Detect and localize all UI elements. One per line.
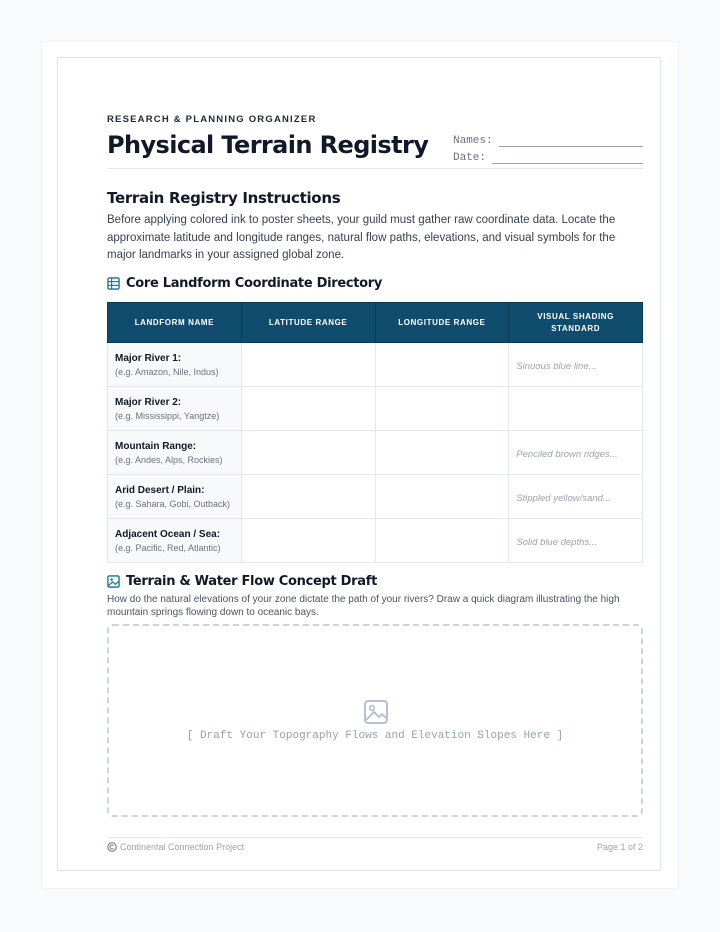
draft-placeholder: [ Draft Your Topography Flows and Elevation Slopes Here ]: [186, 730, 564, 742]
table-row: [108, 343, 643, 387]
landform-cell: [108, 431, 242, 475]
latitude-cell[interactable]: [241, 431, 375, 475]
longitude-cell[interactable]: [375, 519, 509, 563]
landform-name: Adjacent Ocean / Sea:: [115, 528, 221, 540]
date-field[interactable]: [453, 147, 643, 164]
shading-cell[interactable]: [509, 519, 643, 563]
header-divider: [107, 168, 643, 169]
instructions-body: Before applying colored ink to poster sheets, your guild must gather raw coordinate data. Locate the approximate latitude and longitude ranges, natural flow paths, elevations, and visual symbols for the major landmarks in your assigned global zone.: [107, 214, 616, 261]
directory-heading-text: Core Landform Coordinate Directory: [126, 276, 383, 291]
organizer-eyebrow: RESEARCH & PLANNING ORGANIZER: [107, 114, 317, 125]
landform-table: [107, 302, 643, 563]
landform-example: (e.g. Amazon, Nile, Indus): [115, 366, 219, 377]
table-row: [108, 387, 643, 431]
shading-cell[interactable]: [509, 343, 643, 387]
student-fields: [453, 130, 643, 164]
draft-area[interactable]: [107, 624, 643, 817]
concept-heading-text: Terrain & Water Flow Concept Draft: [126, 574, 378, 589]
concept-heading: [107, 574, 377, 589]
column-header: VISUAL SHADING STANDARD: [509, 303, 643, 343]
names-label: Names:: [453, 135, 493, 147]
shading-hint: Solid blue depths...: [516, 536, 598, 548]
names-line[interactable]: [499, 136, 643, 147]
landform-name: Arid Desert / Plain:: [115, 484, 205, 496]
landform-cell: [108, 387, 242, 431]
latitude-cell[interactable]: [241, 387, 375, 431]
landform-example: (e.g. Andes, Alps, Rockies): [115, 454, 223, 465]
footer-divider: [107, 837, 643, 838]
shading-cell[interactable]: [509, 387, 643, 431]
table-row: [108, 475, 643, 519]
column-header: LONGITUDE RANGE: [375, 303, 509, 343]
latitude-cell[interactable]: [241, 519, 375, 563]
longitude-cell[interactable]: [375, 387, 509, 431]
page-border: [57, 57, 661, 871]
column-header: LANDFORM NAME: [108, 303, 242, 343]
table-row: [108, 431, 643, 475]
names-field[interactable]: [453, 130, 643, 147]
date-label: Date:: [453, 152, 487, 164]
image-placeholder-icon: [363, 699, 389, 725]
landform-name: Mountain Range:: [115, 440, 197, 452]
page-number: Page 1 of 2: [596, 842, 643, 852]
shading-cell[interactable]: [509, 431, 643, 475]
column-header: LATITUDE RANGE: [241, 303, 375, 343]
shading-hint: Penciled brown ridges...: [516, 448, 618, 460]
table-row: [108, 519, 643, 563]
landform-cell: [108, 343, 242, 387]
landform-name: Major River 1:: [115, 352, 182, 364]
directory-heading: [107, 276, 382, 291]
latitude-cell[interactable]: [241, 475, 375, 519]
longitude-cell[interactable]: [375, 343, 509, 387]
table-icon: [107, 277, 120, 290]
page-title: Physical Terrain Registry: [107, 131, 429, 159]
longitude-cell[interactable]: [375, 431, 509, 475]
shading-cell[interactable]: [509, 475, 643, 519]
table-header-row: [108, 303, 643, 343]
landform-cell: [108, 519, 242, 563]
worksheet-page: [42, 42, 678, 888]
landform-name: Major River 2:: [115, 396, 182, 408]
longitude-cell[interactable]: [375, 475, 509, 519]
date-line[interactable]: [492, 153, 643, 164]
project-name: Continental Connection Project: [120, 842, 245, 852]
instructions-heading: Terrain Registry Instructions: [107, 189, 341, 207]
landform-cell: [108, 475, 242, 519]
footer-project: [107, 842, 244, 852]
image-icon: [107, 575, 120, 588]
landform-example: (e.g. Sahara, Gobi, Outback): [115, 498, 231, 509]
shading-hint: Stippled yellow/sand...: [516, 492, 611, 504]
shading-hint: Sinuous blue line...: [516, 360, 597, 372]
copyright-icon: [107, 842, 117, 852]
latitude-cell[interactable]: [241, 343, 375, 387]
landform-example: (e.g. Pacific, Red, Atlantic): [115, 542, 221, 553]
concept-prompt: How do the natural elevations of your zone dictate the path of your rivers? Draw a quick diagram illustrating the high mountain springs flowing down to oceanic bays.: [107, 594, 620, 618]
landform-example: (e.g. Mississippi, Yangtze): [115, 410, 220, 421]
page-footer: [107, 842, 643, 852]
